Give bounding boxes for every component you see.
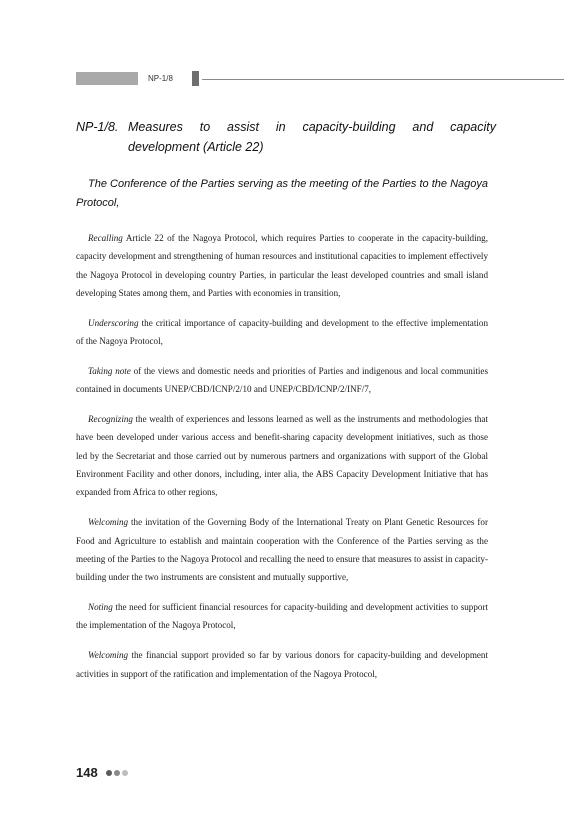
paragraph-lead: Welcoming <box>88 517 129 528</box>
paragraph-lead: Recalling <box>88 233 123 243</box>
decision-title <box>76 117 496 157</box>
paragraph-welcoming-support <box>76 646 488 683</box>
paragraph-noting <box>76 598 488 635</box>
paragraph-text: the wealth of experiences and lessons learned as well as the instruments and methodologies that have been developed under various access and benefit-sharing capacity development initiatives, such as those led by the Secretariat and those carried out by numerous partners and organizations with support of the Global Environment Facility and other donors, including, inter alia, the ABS Capacity Development Initiative that has expanded from Africa to other regions, <box>76 414 488 498</box>
decision-title-line1: Measures to assist in capacity-building and capacity <box>128 120 496 134</box>
paragraph-recognizing <box>76 410 488 501</box>
preamble-text: The Conference of the Parties serving as the meeting of the Parties to the Nagoya Protocol, <box>76 178 488 209</box>
paragraph-text: the need for sufficient financial resources for capacity-building and development activities to support the implementation of the Nagoya Protocol, <box>76 602 488 631</box>
paragraph-text: of the views and domestic needs and priorities of Parties and indigenous and local communities contained in documents UNEP/CBD/ICNP/2/10 and UNEP/CBD/ICNP/2/INF/7, <box>76 365 489 395</box>
page-number: 148 <box>76 765 98 780</box>
paragraph-lead: Underscoring <box>88 317 139 328</box>
paragraph-text: the financial support provided so far by various donors for capacity-building and development activities in support of the ratification and implementation of the Nagoya Protocol, <box>76 650 488 679</box>
paragraph-lead: Welcoming <box>88 650 129 661</box>
decision-body <box>76 229 488 694</box>
paragraph-text: the critical importance of capacity-building and development to the effective implementation of the Nagoya Protocol, <box>76 317 488 347</box>
dot-dark <box>106 770 112 776</box>
header-square-marker <box>192 71 199 86</box>
paragraph-underscoring <box>76 314 488 351</box>
header-rule <box>202 79 564 80</box>
running-header-label: NP-1/8 <box>148 74 173 83</box>
decision-title-line2: development (Article 22) <box>128 140 264 154</box>
paragraph-recalling <box>76 229 488 302</box>
decision-number: NP-1/8. <box>76 120 119 134</box>
paragraph-text: Article 22 of the Nagoya Protocol, which requires Parties to cooperate in the capacity-building, capacity development and strengthening of human resources and institutional capacities to implement effectively the Nagoya Protocol in developing country Parties, in particular the least developed countries and small island developing States among them, and Parties with economies in transition, <box>76 233 488 298</box>
page-number-dots <box>106 770 128 776</box>
paragraph-text: the invitation of the Governing Body of the International Treaty on Plant Genetic Resources for Food and Agriculture to establish and maintain cooperation with the Conference of the Parties serving as the meeting of the Parties to the Nagoya Protocol and recalling the need to ensure that measures to assist in capacity-building under the two instruments are consistent and mutually supportive, <box>76 517 488 583</box>
paragraph-welcoming-invitation <box>76 513 488 586</box>
dot-light <box>122 770 128 776</box>
header-gray-block <box>76 72 138 85</box>
paragraph-lead: Noting <box>88 602 113 613</box>
paragraph-taking-note <box>76 362 488 399</box>
paragraph-lead: Recognizing <box>88 414 133 425</box>
paragraph-lead: Taking note <box>88 365 131 376</box>
dot-medium <box>114 770 120 776</box>
